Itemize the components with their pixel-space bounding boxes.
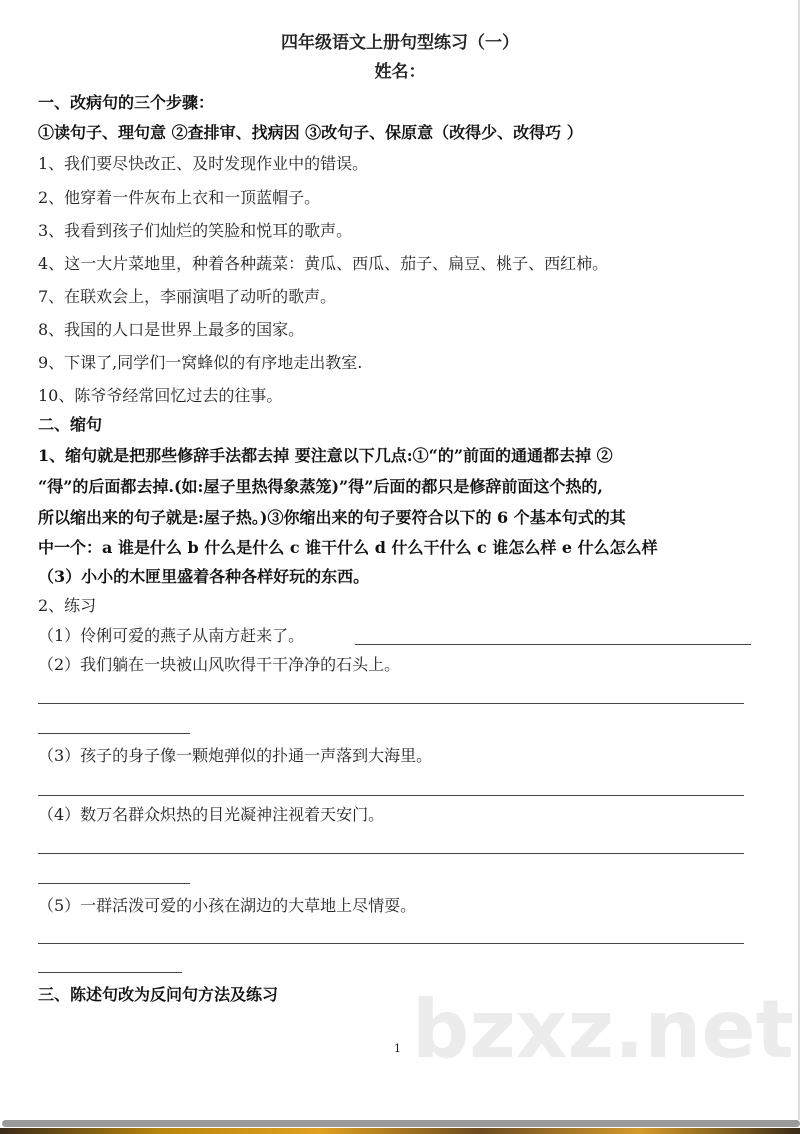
list-item: 2、他穿着一件灰布上衣和一顶蓝帽子。 xyxy=(38,188,321,207)
exercise: （2）我们躺在一块被山风吹得干干净净的石头上。 xyxy=(38,655,401,674)
list-item: 7、在联欢会上，李丽演唱了动听的歌声。 xyxy=(38,287,337,306)
answer-line[interactable] xyxy=(38,733,190,734)
rule-line: 中一个：a 谁是什么 b 什么是什么 c 谁干什么 d 什么干什么 c 谁怎么样 e 什么怎么样 xyxy=(38,538,658,557)
answer-line[interactable] xyxy=(38,795,744,796)
answer-line[interactable] xyxy=(38,972,182,973)
answer-line[interactable] xyxy=(38,703,744,704)
answer-line[interactable] xyxy=(38,943,744,944)
list-item: 3、我看到孩子们灿烂的笑脸和悦耳的歌声。 xyxy=(38,221,353,240)
watermark: bzxz.net xyxy=(412,983,794,1076)
background-image-strip xyxy=(0,1128,800,1134)
rule-line: （3）小小的木匣里盛着各种各样好玩的东西。 xyxy=(38,567,370,586)
list-item: 9、下课了,同学们一窝蜂似的有序地走出教室. xyxy=(38,353,363,372)
name-label: 姓名： xyxy=(374,62,426,82)
exercise: （4）数万名群众炽热的目光凝神注视着天安门。 xyxy=(38,805,385,824)
list-item: 8、我国的人口是世界上最多的国家。 xyxy=(38,320,305,339)
practice-heading: 2、练习 xyxy=(38,596,97,615)
exercise: （3）孩子的身子像一颗炮弹似的扑通一声落到大海里。 xyxy=(38,746,433,765)
section2-heading: 二、缩句 xyxy=(38,415,103,434)
section3-heading: 三、陈述句改为反问句方法及练习 xyxy=(38,985,279,1004)
exercise: （5）一群活泼可爱的小孩在湖边的大草地上尽情耍。 xyxy=(38,896,417,915)
horizontal-scrollbar[interactable] xyxy=(2,1120,800,1127)
answer-line[interactable] xyxy=(355,644,751,645)
section1-steps: ①读句子、理句意 ②查排审、找病因 ③改句子、保原意（改得少、改得巧 ） xyxy=(38,123,583,142)
answer-line[interactable] xyxy=(38,853,744,854)
page-number: 1 xyxy=(394,1042,401,1055)
document-title: 四年级语文上册句型练习（一） xyxy=(281,33,519,53)
answer-line[interactable] xyxy=(38,883,190,884)
rule-line: 所以缩出来的句子就是:屋子热。)③你缩出来的句子要符合以下的 6 个基本句式的其 xyxy=(38,508,626,527)
rule-line: “得”的后面都去掉.(如:屋子里热得象蒸笼)”得”后面的都只是修辞前面这个热的, xyxy=(38,477,604,496)
rule-line: 1、缩句就是把那些修辞手法都去掉 要注意以下几点:①“的”前面的通通都去掉 ② xyxy=(38,446,613,465)
list-item: 4、这一大片菜地里，种着各种蔬菜：黄瓜、西瓜、茄子、扁豆、桃子、西红柿。 xyxy=(38,254,609,273)
list-item: 1、我们要尽快改正、及时发现作业中的错误。 xyxy=(38,154,369,173)
section1-heading: 一、改病句的三个步骤： xyxy=(38,93,215,112)
exercise: （1）伶俐可爱的燕子从南方赶来了。 xyxy=(38,626,305,645)
list-item: 10、陈爷爷经常回忆过去的往事。 xyxy=(38,386,283,405)
